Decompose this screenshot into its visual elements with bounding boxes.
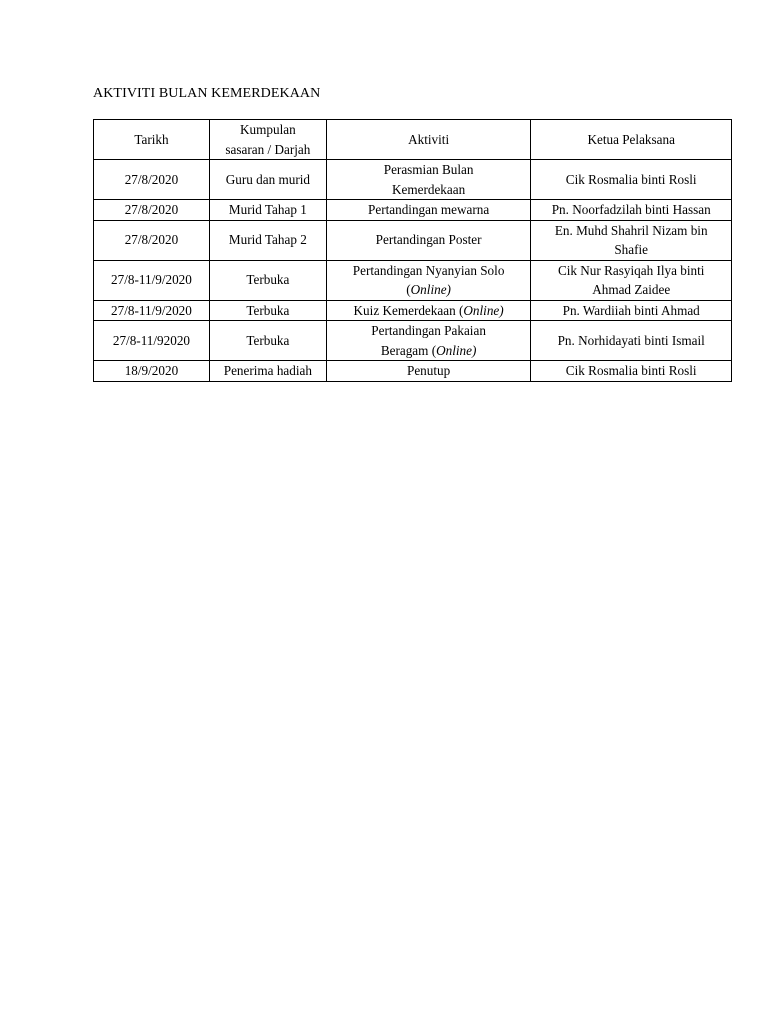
activity-line1: Perasmian Bulan: [383, 162, 474, 177]
activity-online-label: Online): [410, 282, 451, 297]
cell-date: 27/8-11/92020: [94, 321, 210, 361]
activity-line2: [329, 280, 529, 300]
cell-leader: [531, 220, 732, 260]
cell-leader: Cik Rosmalia binti Rosli: [531, 160, 732, 200]
activity-line1: Pertandingan Pakaian: [371, 323, 486, 338]
cell-group: Terbuka: [209, 321, 326, 361]
header-target-group-line1: Kumpulan: [240, 122, 296, 137]
cell-date: 27/8-11/9/2020: [94, 300, 210, 321]
activity-line2: [329, 341, 529, 361]
cell-leader: [531, 260, 732, 300]
table-row: [94, 220, 732, 260]
cell-leader: Pn. Norhidayati binti Ismail: [531, 321, 732, 361]
table-row: [94, 160, 732, 200]
activity-open-paren: (: [406, 282, 411, 297]
cell-activity: Penutup: [326, 361, 531, 382]
cell-date: 27/8/2020: [94, 160, 210, 200]
table-row: [94, 200, 732, 221]
cell-leader: Pn. Noorfadzilah binti Hassan: [531, 200, 732, 221]
cell-group: Guru dan murid: [209, 160, 326, 200]
cell-date: 18/9/2020: [94, 361, 210, 382]
activity-prefix: Beragam (: [380, 342, 437, 358]
leader-line1: En. Muhd Shahril Nizam bin: [554, 222, 708, 238]
table-row: [94, 321, 732, 361]
header-target-group-line2: sasaran / Darjah: [225, 141, 311, 157]
cell-date: 27/8-11/9/2020: [94, 260, 210, 300]
table-row: [94, 300, 732, 321]
header-date: Tarikh: [94, 120, 210, 160]
cell-date: 27/8/2020: [94, 200, 210, 221]
activity-online-label: Online): [436, 342, 477, 358]
cell-group: Murid Tahap 2: [209, 220, 326, 260]
table-row: [94, 361, 732, 382]
activity-table: [93, 119, 732, 382]
cell-group: Penerima hadiah: [209, 361, 326, 382]
activity-prefix: Kuiz Kemerdekaan (: [353, 302, 464, 318]
activity-line1: Pertandingan Nyanyian Solo: [352, 262, 505, 278]
cell-group: Terbuka: [209, 300, 326, 321]
leader-line2: Shafie: [614, 242, 649, 257]
header-activity: Aktiviti: [326, 120, 531, 160]
header-target-group: [209, 120, 326, 160]
leader-line1: Cik Nur Rasyiqah Ilya binti: [557, 262, 705, 278]
activity-line2: Kemerdekaan: [391, 181, 466, 197]
cell-activity: Pertandingan Poster: [326, 220, 531, 260]
cell-leader: Cik Rosmalia binti Rosli: [531, 361, 732, 382]
cell-activity: [326, 300, 531, 321]
cell-leader: Pn. Wardiiah binti Ahmad: [531, 300, 732, 321]
document-title: AKTIVITI BULAN KEMERDEKAAN: [93, 86, 321, 101]
cell-activity: [326, 321, 531, 361]
table-header-row: [94, 120, 732, 160]
cell-activity: Pertandingan mewarna: [326, 200, 531, 221]
cell-group: Terbuka: [209, 260, 326, 300]
cell-activity: [326, 160, 531, 200]
cell-group: Murid Tahap 1: [209, 200, 326, 221]
table-row: [94, 260, 732, 300]
cell-date: 27/8/2020: [94, 220, 210, 260]
leader-line2: Ahmad Zaidee: [592, 282, 671, 297]
header-leader: Ketua Pelaksana: [531, 120, 732, 160]
cell-activity: [326, 260, 531, 300]
activity-online-label: Online): [463, 302, 504, 318]
